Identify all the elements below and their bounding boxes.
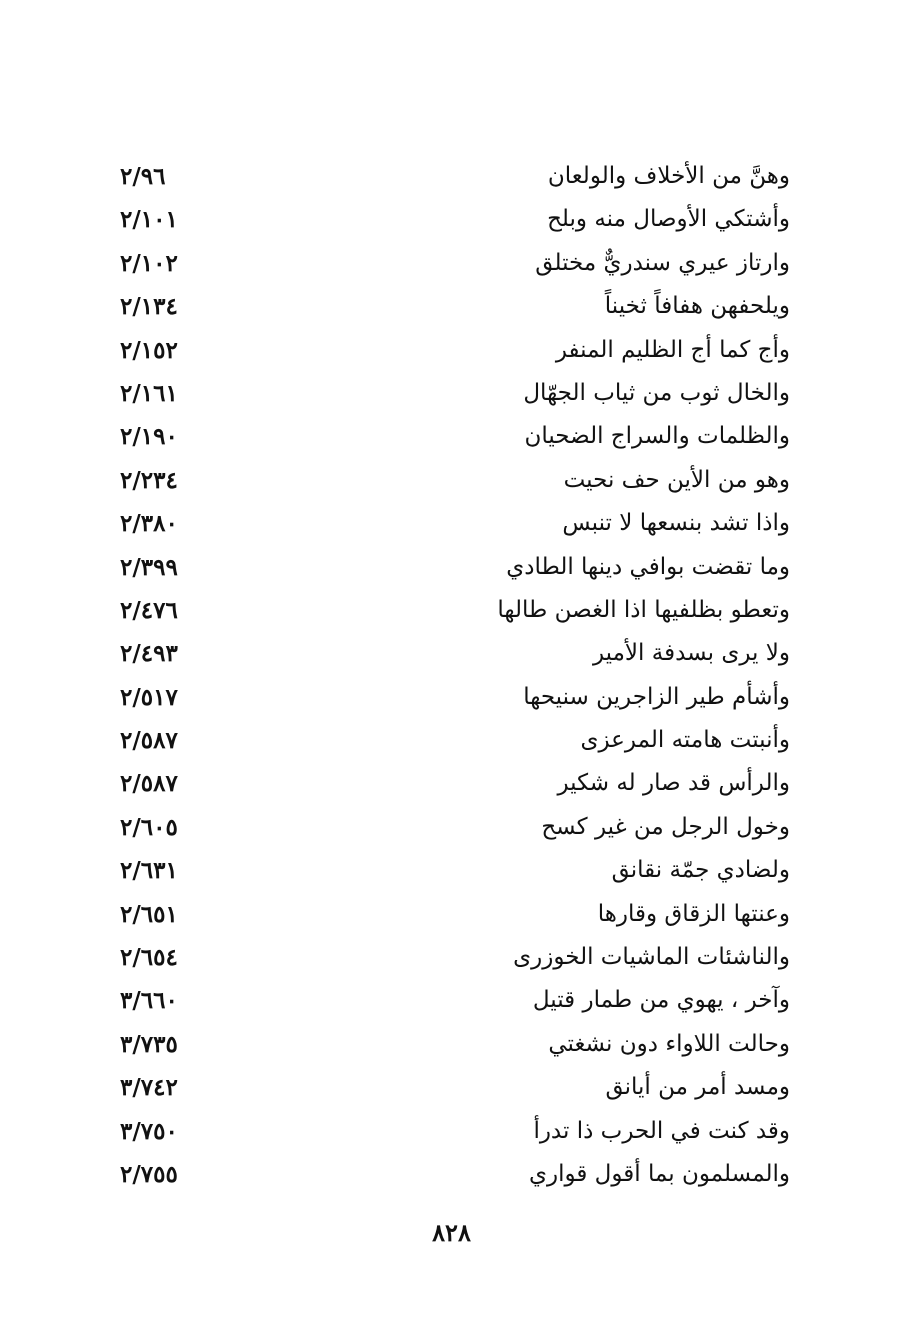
index-row: [120, 546, 790, 589]
verse-text: والرأس قد صار له شكير: [557, 770, 790, 797]
verse-text: وما تقضت بوافي دينها الطادي: [506, 553, 790, 580]
volume-page-ref: ٢/١٠١: [120, 206, 178, 234]
verse-text: وأج كما أج الظليم المنفر: [555, 336, 790, 363]
volume-page-ref: ٢/٢٣٤: [120, 466, 178, 494]
index-row: [120, 1110, 790, 1153]
volume-page-ref: ٢/٦٥١: [120, 900, 178, 928]
volume-page-ref: ٢/٥٨٧: [120, 727, 178, 755]
index-row: [120, 242, 790, 285]
volume-page-ref: ٢/١٣٤: [120, 293, 178, 321]
index-row: [120, 719, 790, 762]
volume-page-ref: ٢/٣٩٩: [120, 553, 178, 581]
verse-text: وحالت اللاواء دون نشغتي: [548, 1030, 790, 1057]
index-row: [120, 1066, 790, 1109]
verse-text: ومسد أمر من أيانق: [605, 1074, 790, 1101]
volume-page-ref: ٢/٣٨٠: [120, 510, 178, 538]
volume-page-ref: ٢/١٥٢: [120, 336, 178, 364]
index-row: [120, 372, 790, 415]
verse-text: وآخر ، يهوي من طمار قتيل: [532, 987, 790, 1014]
verse-text: ويلحفهن هفافاً ثخيناً: [604, 293, 790, 320]
verse-text: وعنتها الزقاق وقارها: [597, 900, 790, 927]
volume-page-ref: ٢/٥٨٧: [120, 770, 178, 798]
verse-text: وارتاز عيري سندريٌّ مختلق: [535, 249, 790, 276]
verse-text: وهنَّ من الأخلاف والولعان: [547, 163, 790, 189]
index-row: [120, 762, 790, 805]
volume-page-ref: ٢/٦٠٥: [120, 813, 178, 841]
index-row: [120, 459, 790, 502]
volume-page-ref: ٣/٧٥٠: [120, 1117, 178, 1145]
verse-index-list: [120, 155, 790, 1196]
index-row: [120, 415, 790, 458]
index-row: [120, 676, 790, 719]
verse-text: والناشئات الماشيات الخوزرى: [513, 944, 790, 971]
volume-page-ref: ٢/٥١٧: [120, 683, 178, 711]
verse-text: وخول الرجل من غير كسح: [541, 813, 790, 840]
verse-text: والظلمات والسراج الضحيان: [524, 423, 790, 450]
verse-text: ولا يرى بسدفة الأمير: [592, 640, 790, 667]
volume-page-ref: ٣/٧٤٢: [120, 1074, 178, 1102]
verse-text: ولضادي جمّة نقانق: [611, 857, 790, 884]
volume-page-ref: ٢/٤٩٣: [120, 640, 178, 668]
volume-page-ref: ٢/٤٧٦: [120, 596, 178, 624]
volume-page-ref: ٢/٦٥٤: [120, 944, 178, 972]
index-row: [120, 285, 790, 328]
volume-page-ref: ٣/٦٦٠: [120, 987, 178, 1015]
index-row: [120, 155, 790, 198]
volume-page-ref: ٣/٧٣٥: [120, 1030, 178, 1058]
verse-text: واذا تشد بنسعها لا تنبس: [562, 510, 790, 537]
index-row: [120, 849, 790, 892]
verse-text: وقد كنت في الحرب ذا تدرأ: [533, 1117, 790, 1144]
index-row: [120, 502, 790, 545]
index-row: [120, 979, 790, 1022]
index-row: [120, 198, 790, 241]
index-row: [120, 936, 790, 979]
verse-text: وأشأم طير الزاجرين سنيحها: [523, 683, 790, 710]
index-row: [120, 589, 790, 632]
index-row: [120, 1153, 790, 1196]
volume-page-ref: ٢/١٦١: [120, 379, 178, 407]
verse-text: وأنبتت هامته المرعزى: [580, 727, 790, 754]
page-number: ٨٢٨: [432, 1218, 471, 1247]
verse-text: والمسلمون بما أقول قواري: [529, 1160, 790, 1187]
volume-page-ref: ٢/٧٥٥: [120, 1160, 178, 1188]
index-row: [120, 806, 790, 849]
verse-text: وهو من الأين حف نحيت: [563, 466, 790, 493]
verse-text: وتعطو بظلفيها اذا الغصن طالها: [497, 596, 790, 623]
index-row: [120, 329, 790, 372]
volume-page-ref: ٢/١٩٠: [120, 423, 178, 451]
volume-page-ref: ٢/٦٣١: [120, 857, 178, 885]
index-row: [120, 632, 790, 675]
verse-text: وأشتكي الأوصال منه وبلح: [547, 206, 790, 233]
index-row: [120, 893, 790, 936]
index-row: [120, 1023, 790, 1066]
volume-page-ref: ٢/١٠٢: [120, 249, 178, 277]
volume-page-ref: ٢/٩٦: [120, 163, 166, 190]
verse-text: والخال ثوب من ثياب الجهّال: [523, 379, 790, 406]
